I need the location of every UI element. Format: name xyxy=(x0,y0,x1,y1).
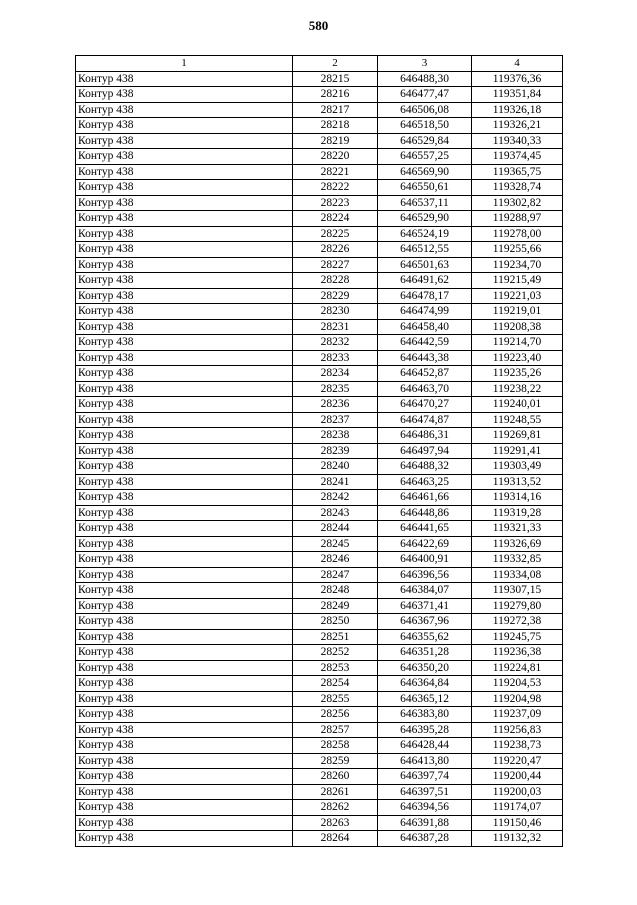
y-coordinate-cell: 119215,49 xyxy=(472,273,563,289)
contour-name-cell: Контур 438 xyxy=(76,242,293,258)
contour-name-cell: Контур 438 xyxy=(76,660,293,676)
point-number-cell: 28249 xyxy=(293,598,378,614)
y-coordinate-cell: 119269,81 xyxy=(472,428,563,444)
contour-name-cell: Контур 438 xyxy=(76,598,293,614)
y-coordinate-cell: 119313,52 xyxy=(472,474,563,490)
point-number-cell: 28263 xyxy=(293,815,378,831)
point-number-cell: 28224 xyxy=(293,211,378,227)
x-coordinate-cell: 646391,88 xyxy=(378,815,472,831)
point-number-cell: 28219 xyxy=(293,133,378,149)
point-number-cell: 28262 xyxy=(293,800,378,816)
x-coordinate-cell: 646365,12 xyxy=(378,691,472,707)
contour-name-cell: Контур 438 xyxy=(76,831,293,847)
point-number-cell: 28228 xyxy=(293,273,378,289)
point-number-cell: 28216 xyxy=(293,87,378,103)
x-coordinate-cell: 646458,40 xyxy=(378,319,472,335)
y-coordinate-cell: 119204,98 xyxy=(472,691,563,707)
table-row xyxy=(76,366,563,382)
x-coordinate-cell: 646470,27 xyxy=(378,397,472,413)
table-row xyxy=(76,660,563,676)
contour-name-cell: Контур 438 xyxy=(76,71,293,87)
y-coordinate-cell: 119340,33 xyxy=(472,133,563,149)
point-number-cell: 28217 xyxy=(293,102,378,118)
contour-name-cell: Контур 438 xyxy=(76,381,293,397)
table-row xyxy=(76,598,563,614)
table-row xyxy=(76,226,563,242)
contour-name-cell: Контур 438 xyxy=(76,195,293,211)
x-coordinate-cell: 646394,56 xyxy=(378,800,472,816)
x-coordinate-cell: 646442,59 xyxy=(378,335,472,351)
table-row xyxy=(76,428,563,444)
y-coordinate-cell: 119200,03 xyxy=(472,784,563,800)
contour-name-cell: Контур 438 xyxy=(76,474,293,490)
table-row xyxy=(76,350,563,366)
x-coordinate-cell: 646463,25 xyxy=(378,474,472,490)
x-coordinate-cell: 646422,69 xyxy=(378,536,472,552)
table-row xyxy=(76,211,563,227)
x-coordinate-cell: 646428,44 xyxy=(378,738,472,754)
x-coordinate-cell: 646452,87 xyxy=(378,366,472,382)
point-number-cell: 28261 xyxy=(293,784,378,800)
table-row xyxy=(76,304,563,320)
header-col-2: 2 xyxy=(293,56,378,72)
y-coordinate-cell: 119374,45 xyxy=(472,149,563,165)
table-row xyxy=(76,567,563,583)
table-row xyxy=(76,676,563,692)
x-coordinate-cell: 646364,84 xyxy=(378,676,472,692)
table-row xyxy=(76,521,563,537)
y-coordinate-cell: 119221,03 xyxy=(472,288,563,304)
x-coordinate-cell: 646537,11 xyxy=(378,195,472,211)
y-coordinate-cell: 119220,47 xyxy=(472,753,563,769)
table-row xyxy=(76,257,563,273)
point-number-cell: 28231 xyxy=(293,319,378,335)
x-coordinate-cell: 646351,28 xyxy=(378,645,472,661)
point-number-cell: 28245 xyxy=(293,536,378,552)
table-row xyxy=(76,645,563,661)
x-coordinate-cell: 646529,90 xyxy=(378,211,472,227)
y-coordinate-cell: 119314,16 xyxy=(472,490,563,506)
table-row xyxy=(76,319,563,335)
table-row xyxy=(76,769,563,785)
x-coordinate-cell: 646448,86 xyxy=(378,505,472,521)
point-number-cell: 28247 xyxy=(293,567,378,583)
y-coordinate-cell: 119307,15 xyxy=(472,583,563,599)
table-row xyxy=(76,505,563,521)
contour-name-cell: Контур 438 xyxy=(76,350,293,366)
x-coordinate-cell: 646550,61 xyxy=(378,180,472,196)
table-row xyxy=(76,707,563,723)
contour-name-cell: Контур 438 xyxy=(76,738,293,754)
y-coordinate-cell: 119235,26 xyxy=(472,366,563,382)
table-row xyxy=(76,815,563,831)
y-coordinate-cell: 119219,01 xyxy=(472,304,563,320)
x-coordinate-cell: 646350,20 xyxy=(378,660,472,676)
x-coordinate-cell: 646478,17 xyxy=(378,288,472,304)
point-number-cell: 28239 xyxy=(293,443,378,459)
contour-name-cell: Контур 438 xyxy=(76,722,293,738)
table-row xyxy=(76,474,563,490)
x-coordinate-cell: 646497,94 xyxy=(378,443,472,459)
point-number-cell: 28244 xyxy=(293,521,378,537)
table-row xyxy=(76,273,563,289)
page-number: 580 xyxy=(308,18,329,33)
contour-name-cell: Контур 438 xyxy=(76,521,293,537)
point-number-cell: 28256 xyxy=(293,707,378,723)
table-row xyxy=(76,753,563,769)
point-number-cell: 28235 xyxy=(293,381,378,397)
point-number-cell: 28233 xyxy=(293,350,378,366)
point-number-cell: 28230 xyxy=(293,304,378,320)
x-coordinate-cell: 646461,66 xyxy=(378,490,472,506)
contour-name-cell: Контур 438 xyxy=(76,552,293,568)
contour-name-cell: Контур 438 xyxy=(76,366,293,382)
contour-name-cell: Контур 438 xyxy=(76,707,293,723)
contour-name-cell: Контур 438 xyxy=(76,273,293,289)
y-coordinate-cell: 119321,33 xyxy=(472,521,563,537)
contour-name-cell: Контур 438 xyxy=(76,102,293,118)
contour-name-cell: Контур 438 xyxy=(76,443,293,459)
table-row xyxy=(76,242,563,258)
y-coordinate-cell: 119237,09 xyxy=(472,707,563,723)
contour-name-cell: Контур 438 xyxy=(76,536,293,552)
x-coordinate-cell: 646506,08 xyxy=(378,102,472,118)
x-coordinate-cell: 646397,74 xyxy=(378,769,472,785)
y-coordinate-cell: 119332,85 xyxy=(472,552,563,568)
y-coordinate-cell: 119200,44 xyxy=(472,769,563,785)
y-coordinate-cell: 119223,40 xyxy=(472,350,563,366)
point-number-cell: 28223 xyxy=(293,195,378,211)
point-number-cell: 28253 xyxy=(293,660,378,676)
contour-name-cell: Контур 438 xyxy=(76,815,293,831)
y-coordinate-cell: 119214,70 xyxy=(472,335,563,351)
contour-name-cell: Контур 438 xyxy=(76,397,293,413)
contour-name-cell: Контур 438 xyxy=(76,211,293,227)
contour-name-cell: Контур 438 xyxy=(76,614,293,630)
point-number-cell: 28222 xyxy=(293,180,378,196)
point-number-cell: 28225 xyxy=(293,226,378,242)
point-number-cell: 28250 xyxy=(293,614,378,630)
point-number-cell: 28234 xyxy=(293,366,378,382)
table-row xyxy=(76,381,563,397)
y-coordinate-cell: 119236,38 xyxy=(472,645,563,661)
y-coordinate-cell: 119365,75 xyxy=(472,164,563,180)
y-coordinate-cell: 119291,41 xyxy=(472,443,563,459)
y-coordinate-cell: 119272,38 xyxy=(472,614,563,630)
x-coordinate-cell: 646486,31 xyxy=(378,428,472,444)
contour-name-cell: Контур 438 xyxy=(76,319,293,335)
contour-name-cell: Контур 438 xyxy=(76,753,293,769)
table-row xyxy=(76,831,563,847)
point-number-cell: 28260 xyxy=(293,769,378,785)
table-row xyxy=(76,629,563,645)
y-coordinate-cell: 119319,28 xyxy=(472,505,563,521)
x-coordinate-cell: 646355,62 xyxy=(378,629,472,645)
point-number-cell: 28229 xyxy=(293,288,378,304)
y-coordinate-cell: 119326,69 xyxy=(472,536,563,552)
contour-name-cell: Контур 438 xyxy=(76,428,293,444)
contour-name-cell: Контур 438 xyxy=(76,567,293,583)
x-coordinate-cell: 646524,19 xyxy=(378,226,472,242)
contour-name-cell: Контур 438 xyxy=(76,505,293,521)
point-number-cell: 28215 xyxy=(293,71,378,87)
y-coordinate-cell: 119351,84 xyxy=(472,87,563,103)
point-number-cell: 28254 xyxy=(293,676,378,692)
table-row xyxy=(76,288,563,304)
y-coordinate-cell: 119245,75 xyxy=(472,629,563,645)
table-body xyxy=(76,71,563,846)
x-coordinate-cell: 646501,63 xyxy=(378,257,472,273)
x-coordinate-cell: 646383,80 xyxy=(378,707,472,723)
contour-name-cell: Контур 438 xyxy=(76,676,293,692)
x-coordinate-cell: 646371,41 xyxy=(378,598,472,614)
x-coordinate-cell: 646477,47 xyxy=(378,87,472,103)
y-coordinate-cell: 119278,00 xyxy=(472,226,563,242)
y-coordinate-cell: 119376,36 xyxy=(472,71,563,87)
table-row xyxy=(76,459,563,475)
contour-name-cell: Контур 438 xyxy=(76,645,293,661)
x-coordinate-cell: 646387,28 xyxy=(378,831,472,847)
header-col-1: 1 xyxy=(76,56,293,72)
table-row xyxy=(76,118,563,134)
y-coordinate-cell: 119234,70 xyxy=(472,257,563,273)
x-coordinate-cell: 646463,70 xyxy=(378,381,472,397)
contour-name-cell: Контур 438 xyxy=(76,459,293,475)
table-row xyxy=(76,164,563,180)
point-number-cell: 28243 xyxy=(293,505,378,521)
header-col-3: 3 xyxy=(378,56,472,72)
contour-name-cell: Контур 438 xyxy=(76,288,293,304)
table-row xyxy=(76,583,563,599)
point-number-cell: 28241 xyxy=(293,474,378,490)
x-coordinate-cell: 646474,99 xyxy=(378,304,472,320)
point-number-cell: 28255 xyxy=(293,691,378,707)
point-number-cell: 28218 xyxy=(293,118,378,134)
y-coordinate-cell: 119174,07 xyxy=(472,800,563,816)
y-coordinate-cell: 119248,55 xyxy=(472,412,563,428)
point-number-cell: 28251 xyxy=(293,629,378,645)
table-row xyxy=(76,614,563,630)
point-number-cell: 28252 xyxy=(293,645,378,661)
y-coordinate-cell: 119240,01 xyxy=(472,397,563,413)
contour-name-cell: Контур 438 xyxy=(76,490,293,506)
y-coordinate-cell: 119334,08 xyxy=(472,567,563,583)
point-number-cell: 28242 xyxy=(293,490,378,506)
point-number-cell: 28236 xyxy=(293,397,378,413)
contour-name-cell: Контур 438 xyxy=(76,629,293,645)
y-coordinate-cell: 119204,53 xyxy=(472,676,563,692)
contour-name-cell: Контур 438 xyxy=(76,118,293,134)
table-row xyxy=(76,149,563,165)
table-row xyxy=(76,102,563,118)
point-number-cell: 28257 xyxy=(293,722,378,738)
y-coordinate-cell: 119288,97 xyxy=(472,211,563,227)
y-coordinate-cell: 119150,46 xyxy=(472,815,563,831)
table-row xyxy=(76,490,563,506)
y-coordinate-cell: 119326,21 xyxy=(472,118,563,134)
contour-name-cell: Контур 438 xyxy=(76,180,293,196)
point-number-cell: 28238 xyxy=(293,428,378,444)
coordinates-table xyxy=(75,55,563,847)
y-coordinate-cell: 119279,80 xyxy=(472,598,563,614)
contour-name-cell: Контур 438 xyxy=(76,583,293,599)
contour-name-cell: Контур 438 xyxy=(76,304,293,320)
contour-name-cell: Контур 438 xyxy=(76,133,293,149)
y-coordinate-cell: 119328,74 xyxy=(472,180,563,196)
contour-name-cell: Контур 438 xyxy=(76,87,293,103)
y-coordinate-cell: 119238,22 xyxy=(472,381,563,397)
x-coordinate-cell: 646488,32 xyxy=(378,459,472,475)
point-number-cell: 28220 xyxy=(293,149,378,165)
contour-name-cell: Контур 438 xyxy=(76,149,293,165)
point-number-cell: 28259 xyxy=(293,753,378,769)
table-row xyxy=(76,443,563,459)
y-coordinate-cell: 119255,66 xyxy=(472,242,563,258)
table-row xyxy=(76,800,563,816)
table-row xyxy=(76,397,563,413)
table-row xyxy=(76,195,563,211)
table-row xyxy=(76,552,563,568)
table-row xyxy=(76,691,563,707)
x-coordinate-cell: 646441,65 xyxy=(378,521,472,537)
y-coordinate-cell: 119132,32 xyxy=(472,831,563,847)
contour-name-cell: Контур 438 xyxy=(76,412,293,428)
y-coordinate-cell: 119326,18 xyxy=(472,102,563,118)
point-number-cell: 28237 xyxy=(293,412,378,428)
contour-name-cell: Контур 438 xyxy=(76,800,293,816)
x-coordinate-cell: 646384,07 xyxy=(378,583,472,599)
y-coordinate-cell: 119303,49 xyxy=(472,459,563,475)
point-number-cell: 28246 xyxy=(293,552,378,568)
contour-name-cell: Контур 438 xyxy=(76,257,293,273)
y-coordinate-cell: 119208,38 xyxy=(472,319,563,335)
table-row xyxy=(76,738,563,754)
x-coordinate-cell: 646413,80 xyxy=(378,753,472,769)
x-coordinate-cell: 646396,56 xyxy=(378,567,472,583)
x-coordinate-cell: 646512,55 xyxy=(378,242,472,258)
x-coordinate-cell: 646395,28 xyxy=(378,722,472,738)
header-col-4: 4 xyxy=(472,56,563,72)
point-number-cell: 28226 xyxy=(293,242,378,258)
x-coordinate-cell: 646443,38 xyxy=(378,350,472,366)
table-header-row xyxy=(76,56,563,72)
table-row xyxy=(76,722,563,738)
y-coordinate-cell: 119238,73 xyxy=(472,738,563,754)
point-number-cell: 28221 xyxy=(293,164,378,180)
contour-name-cell: Контур 438 xyxy=(76,784,293,800)
table-row xyxy=(76,180,563,196)
x-coordinate-cell: 646491,62 xyxy=(378,273,472,289)
x-coordinate-cell: 646488,30 xyxy=(378,71,472,87)
contour-name-cell: Контур 438 xyxy=(76,691,293,707)
x-coordinate-cell: 646529,84 xyxy=(378,133,472,149)
x-coordinate-cell: 646518,50 xyxy=(378,118,472,134)
x-coordinate-cell: 646367,96 xyxy=(378,614,472,630)
x-coordinate-cell: 646569,90 xyxy=(378,164,472,180)
x-coordinate-cell: 646400,91 xyxy=(378,552,472,568)
x-coordinate-cell: 646397,51 xyxy=(378,784,472,800)
table-row xyxy=(76,412,563,428)
contour-name-cell: Контур 438 xyxy=(76,335,293,351)
contour-name-cell: Контур 438 xyxy=(76,226,293,242)
point-number-cell: 28240 xyxy=(293,459,378,475)
point-number-cell: 28248 xyxy=(293,583,378,599)
x-coordinate-cell: 646557,25 xyxy=(378,149,472,165)
contour-name-cell: Контур 438 xyxy=(76,769,293,785)
table-row xyxy=(76,335,563,351)
table-row xyxy=(76,71,563,87)
x-coordinate-cell: 646474,87 xyxy=(378,412,472,428)
y-coordinate-cell: 119256,83 xyxy=(472,722,563,738)
table-row xyxy=(76,536,563,552)
point-number-cell: 28232 xyxy=(293,335,378,351)
contour-name-cell: Контур 438 xyxy=(76,164,293,180)
table-row xyxy=(76,87,563,103)
point-number-cell: 28264 xyxy=(293,831,378,847)
table-row xyxy=(76,133,563,149)
point-number-cell: 28258 xyxy=(293,738,378,754)
table-row xyxy=(76,784,563,800)
y-coordinate-cell: 119224,81 xyxy=(472,660,563,676)
point-number-cell: 28227 xyxy=(293,257,378,273)
y-coordinate-cell: 119302,82 xyxy=(472,195,563,211)
